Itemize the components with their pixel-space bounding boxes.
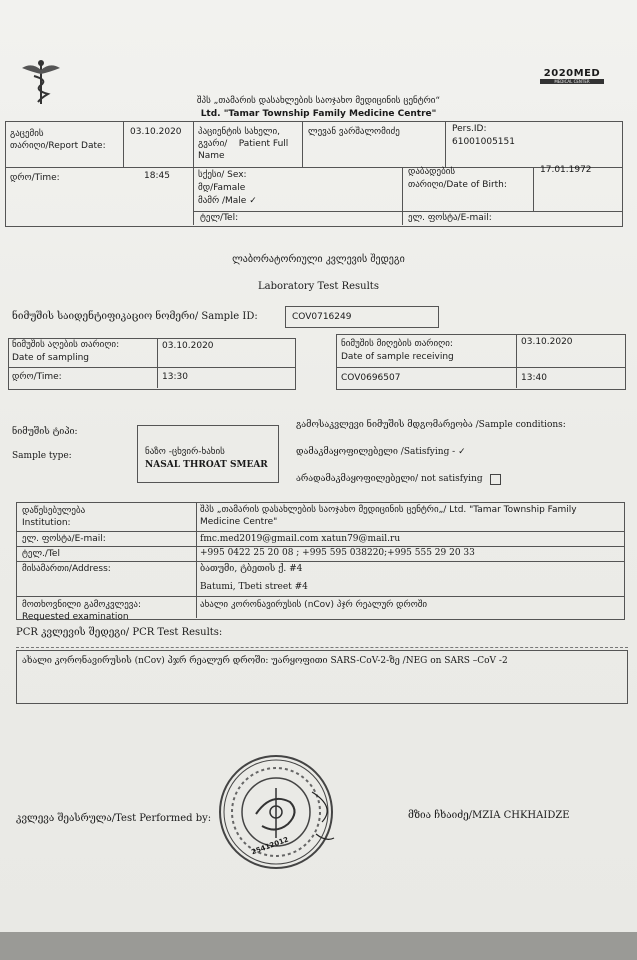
- dob-label: თარიღი/Date of Birth:: [408, 180, 507, 190]
- dob-value: 17.01.1972: [540, 165, 592, 175]
- sampling-label: Date of sampling: [12, 353, 90, 363]
- sample-type-value: NASAL THROAT SMEAR: [145, 460, 268, 470]
- sample-type-value-ka: ნაზო -ცხვირ-ხახის: [145, 447, 225, 457]
- receiving-time-value: 13:40: [521, 373, 547, 383]
- sampling-date-value: 03.10.2020: [162, 341, 214, 351]
- male-option: მამრ /Male ✓: [198, 196, 257, 206]
- institution-email-value: fmc.med2019@gmail.com xatun79@mail.ru: [200, 534, 401, 544]
- receiving-date-value: 03.10.2020: [521, 337, 573, 347]
- report-date-value: 03.10.2020: [130, 127, 182, 137]
- institution-address-label: მისამართი/Address:: [22, 564, 111, 574]
- patient-name-value: ლევან ვარშალომიძე: [308, 127, 400, 137]
- patient-name-label: გვარი/ Patient Full: [198, 139, 289, 149]
- sample-type-label: Sample type:: [12, 451, 72, 461]
- sample-conditions-label: გამოსაკვლევი ნიმუშის მდგომარეობა /Sample conditions:: [296, 420, 566, 430]
- patient-name-label-ka: პაციენტის სახელი,: [198, 127, 280, 137]
- pers-id-value: 61001005151: [452, 137, 515, 147]
- org-title-english: Ltd. "Tamar Township Family Medicine Centre": [200, 109, 437, 119]
- sampling-label-ka: ნიმუშის აღების თარიღი:: [12, 340, 120, 350]
- institution-value-2: Medicine Centre": [200, 517, 278, 527]
- institution-address: Batumi, Tbeti street #4: [200, 582, 308, 592]
- stamp-number: 25412012: [250, 835, 290, 857]
- time-label: დრო/Time:: [10, 173, 60, 183]
- test-performed-label: კვლევა შეასრულა/Test Performed by:: [16, 813, 212, 824]
- sex-label: სქესი/ Sex:: [198, 170, 247, 180]
- institution-label: Institution:: [22, 518, 71, 528]
- receiving-code-value: COV0696507: [341, 373, 401, 383]
- satisfying-option: დამაკმაყოფილებელი /Satisfying - ✓: [296, 447, 466, 457]
- email-label: ელ. ფოსტა/E-mail:: [408, 213, 492, 223]
- performer-name: მზია ჩხაიძე/MZIA CHKHAIDZE: [408, 810, 570, 821]
- dob-label-ka: დაბადების: [408, 167, 456, 177]
- pcr-results-label: PCR კვლევის შედეგი/ PCR Test Results:: [16, 627, 223, 638]
- tel-label: ტელ/Tel:: [200, 213, 239, 223]
- institution-tel-value: +995 0422 25 20 08 ; +995 595 038220;+995 555 29 20 33: [200, 548, 475, 558]
- clinic-logo: 2020MED MEDICAL CENTER: [540, 68, 604, 86]
- sample-id-value: COV0716249: [292, 312, 352, 322]
- requested-exam-value: ახალი კორონავირუსის (nCov) პჯრ რეალურ დროში: [200, 600, 428, 610]
- institution-value: შპს „თამარის დასახლების საოჯახო მედიცინის ცენტრი„/ Ltd. "Tamar Township Family: [200, 505, 577, 515]
- patient-name-label-2: Name: [198, 151, 225, 161]
- institution-email-label: ელ. ფოსტა/E-mail:: [22, 534, 106, 544]
- sample-id-label: ნიმუშის საიდენტიფიკაციო ნომერი/ Sample ID:: [12, 311, 258, 322]
- org-title-georgian: შპს „თამარის დასახლების საოჯახო მედიცინის ცენტრი“: [196, 96, 441, 106]
- female-option: მდ/Famale: [198, 183, 246, 193]
- pcr-result-value: ახალი კორონავირუსის (nCov) პჯრ რეალურ დროში: უარყოფითი SARS-CoV-2-ზე /NEG on SARS –CoV -2: [22, 656, 508, 666]
- report-date-label-ka: გაცემის: [10, 129, 44, 139]
- sampling-time-label: დრო/Time:: [12, 372, 62, 382]
- pers-id-label: Pers.ID:: [452, 124, 487, 134]
- sample-type-label-ka: ნიმუშის ტიპი:: [12, 427, 78, 437]
- requested-exam-label: Requested examination: [22, 612, 129, 622]
- receiving-label-ka: ნიმუშის მიღების თარიღი:: [341, 339, 453, 349]
- clinic-stamp: [216, 752, 336, 872]
- institution-tel-label: ტელ./Tel: [22, 549, 60, 559]
- not-satisfying-option: არადამაკმაყოფილებელი/ not satisfying: [296, 474, 483, 484]
- receiving-label: Date of sample receiving: [341, 352, 454, 362]
- sampling-time-value: 13:30: [162, 372, 188, 382]
- requested-exam-label-ka: მოთხოვნილი გამოკვლევა:: [22, 600, 141, 610]
- lab-title-english: Laboratory Test Results: [258, 281, 379, 292]
- institution-label-ka: დაწესებულება: [22, 506, 86, 516]
- photo-background-strip: [0, 932, 637, 960]
- lab-title-georgian: ლაბორატორიული კვლევის შედეგი: [232, 254, 405, 265]
- report-date-label: თარიღი/Report Date:: [10, 141, 106, 151]
- not-satisfying-checkbox: [490, 474, 501, 485]
- institution-address-ka: ბათუმი, ტბეთის ქ. #4: [200, 564, 303, 574]
- time-value: 18:45: [144, 171, 170, 181]
